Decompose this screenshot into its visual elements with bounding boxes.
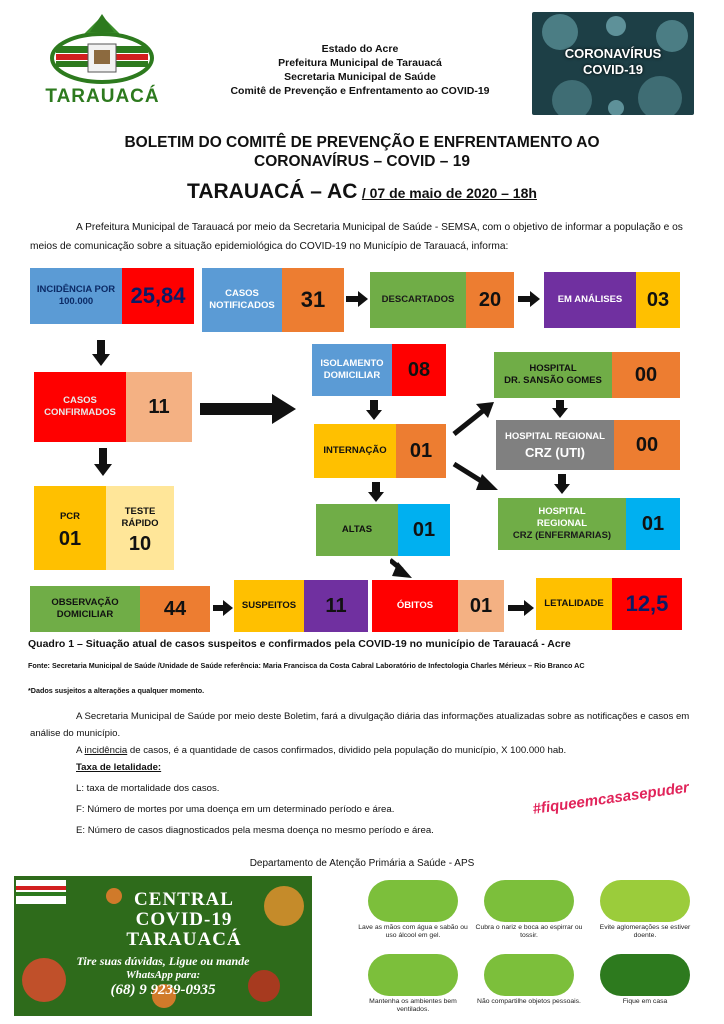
prevention-text: Não compartilhe objetos pessoais. [477, 998, 581, 1005]
notificados-value: 31 [300, 287, 326, 312]
data-disclaimer: *Dados susjeitos a alterações a qualquer momento. [28, 686, 205, 695]
figure-caption: Quadro 1 – Situação atual de casos suspeitos e confirmados pela COVID-19 no município de Tarauacá - Acre [28, 638, 571, 650]
hashtag: #fiqueemcasasepuder [531, 779, 690, 818]
teste-label: TESTE RÁPIDO [121, 506, 159, 529]
arrow-up-right-icon [452, 402, 494, 436]
arrow-down-right-icon [452, 462, 498, 492]
prevention-panel [358, 880, 708, 1020]
uti-label-box [496, 420, 614, 470]
uti-value-box [614, 420, 680, 470]
header-line: Prefeitura Municipal de Tarauacá [278, 57, 442, 69]
body-paragraph-1: A Secretaria Municipal de Saúde por meio deste Boletim, fará a divulgação diária das informações atualizadas sobre as notificações e casos em análise do município. [30, 711, 690, 739]
logo-text: TARAUACÁ [45, 86, 160, 107]
banner-line1: CORONAVÍRUS [564, 46, 662, 61]
observacao-value-box [140, 586, 210, 632]
p2-prefix: A [76, 745, 85, 756]
prevention-text: Mantenha os ambientes bem ventilados. [369, 998, 457, 1013]
confirmados-value-box [126, 372, 192, 442]
internacao-label: INTERNAÇÃO [323, 445, 387, 456]
teste-box [106, 486, 174, 570]
pcr-value: 01 [58, 528, 82, 550]
confirmados-label-box [34, 372, 126, 442]
notificados-label-box [202, 268, 282, 332]
isolamento-value-box [392, 344, 446, 396]
def-l: L: taxa de mortalidade dos casos. [76, 783, 220, 794]
prefeitura-logo [30, 12, 175, 110]
sansao-label2: DR. SANSÃO GOMES [504, 375, 602, 386]
header-institution [190, 42, 530, 98]
enf-label3: CRZ (ENFERMARIAS) [512, 530, 612, 541]
letalidade-label-box [536, 578, 612, 630]
central-phone: (68) 9 9239-0935 [110, 982, 216, 998]
obitos-label-box [372, 580, 458, 632]
suspeitos-value: 11 [325, 595, 347, 617]
arrow-down-right-icon [390, 558, 412, 578]
prevention-item [474, 880, 584, 940]
sansao-value: 00 [634, 364, 658, 386]
crowd-icon [600, 880, 690, 922]
obitos-value-box [458, 580, 504, 632]
isolamento-label-box [312, 344, 392, 396]
internacao-value: 01 [409, 440, 433, 462]
arrow-down-icon [368, 482, 384, 502]
observacao-label-box [30, 586, 140, 632]
p2-suffix: de casos, é a quantidade de casos confirmados, dividido pela população do município, X 100.000 hab. [127, 745, 567, 756]
def-e: E: Número de casos diagnosticados pela mesma doença no mesmo período e área. [76, 825, 434, 836]
prevention-text: Lave as mãos com água e sabão ou uso álcool em gel. [358, 924, 468, 939]
obitos-value: 01 [469, 595, 493, 617]
arrow-down-icon [94, 448, 112, 476]
sansao-label1: HOSPITAL [529, 363, 577, 374]
location: TARAUACÁ – AC [187, 180, 358, 203]
coronavirus-banner [532, 12, 694, 115]
uti-label2: CRZ (UTI) [525, 445, 585, 460]
body-text [30, 708, 694, 839]
suspeitos-label-box [234, 580, 304, 632]
prevention-item [358, 880, 468, 940]
prevention-item [590, 880, 700, 940]
cough-icon [484, 880, 574, 922]
confirmados-value: 11 [148, 396, 170, 418]
taxa-title: Taxa de letalidade: [76, 762, 162, 773]
notificados-value-box [282, 268, 344, 332]
bulletin-title [40, 133, 684, 171]
intro-paragraph: A Prefeitura Municipal de Tarauacá por meio da Secretaria Municipal de Saúde - SEMSA, com o objetivo de informar a população e os meios de comunicação sobre a situação epidemiológica do COVID-19 no Município de Tarauacá, informa: [30, 222, 683, 252]
title-line2: CORONAVÍRUS – COVID – 19 [254, 153, 470, 170]
arrow-down-icon [92, 340, 110, 366]
internacao-value-box [396, 424, 446, 478]
altas-label-box [316, 504, 398, 556]
incidencia-value-box [122, 268, 194, 324]
suspeitos-value-box [304, 580, 368, 632]
central-line1: CENTRAL [134, 889, 234, 910]
arrow-down-icon [554, 474, 570, 494]
descartados-label: DESCARTADOS [381, 294, 455, 305]
body-paragraph-2 [30, 742, 694, 759]
observacao-value: 44 [163, 598, 187, 620]
department-label: Departamento de Atenção Primária a Saúde - APS [249, 858, 475, 869]
incidencia-value: 25,84 [130, 283, 186, 308]
prevention-item [590, 954, 700, 1006]
arrow-right-icon [346, 291, 368, 307]
uti-label1: HOSPITAL REGIONAL [505, 431, 605, 442]
window-icon [368, 954, 458, 996]
bulletin-date: / 07 de maio de 2020 – 18h [361, 185, 537, 201]
confirmados-label: CASOS CONFIRMADOS [44, 395, 116, 418]
observacao-label: OBSERVAÇÃO DOMICILIAR [51, 597, 119, 620]
central-covid-banner [14, 876, 312, 1016]
enf-value: 01 [641, 513, 665, 535]
internacao-label-box [314, 424, 396, 478]
source-note: Fonte: Secretaria Municipal de Saúde /Unidade de Saúde referência: Maria Francisca da Costa Cabral Laboratório de Infectologia Charles Mérieux – Rio Branco AC [28, 661, 585, 670]
altas-value: 01 [412, 519, 436, 541]
uti-value: 00 [635, 434, 659, 456]
prevention-item [358, 954, 468, 1014]
handwash-icon [368, 880, 458, 922]
letalidade-value: 12,5 [625, 591, 669, 616]
teste-value: 10 [128, 533, 152, 555]
analises-label-box [544, 272, 636, 328]
pcr-box [34, 486, 106, 570]
bulletin-subtitle [40, 180, 684, 204]
def-f: F: Número de mortes por uma doença em um determinado período e área. [76, 804, 395, 815]
suspeitos-label: SUSPEITOS [241, 600, 297, 611]
title-line1: BOLETIM DO COMITÊ DE PREVENÇÃO E ENFRENTAMENTO AO [124, 134, 600, 151]
central-line4: Tire suas dúvidas, Ligue ou mande [76, 954, 250, 968]
enf-value-box [626, 498, 680, 550]
descartados-value: 20 [478, 289, 502, 311]
altas-value-box [398, 504, 450, 556]
analises-label: EM ANÁLISES [557, 294, 623, 305]
incidencia-label-box [30, 268, 122, 324]
central-line5: WhatsApp para: [125, 969, 201, 981]
p2-term: incidência [84, 745, 128, 756]
header-line: Secretaria Municipal de Saúde [284, 71, 436, 83]
header-line: Estado do Acre [321, 43, 399, 55]
descartados-value-box [466, 272, 514, 328]
arrow-right-icon [213, 600, 233, 616]
prevention-text: Evite aglomerações se estiver doente. [599, 924, 691, 939]
incidencia-label: INCIDÊNCIA POR 100.000 [36, 284, 116, 307]
enf-label1: HOSPITAL [538, 506, 586, 517]
enf-label2: REGIONAL [536, 518, 588, 529]
header-line: Comitê de Prevenção e Enfrentamento ao COVID-19 [230, 85, 490, 97]
arrow-right-icon [508, 600, 534, 616]
central-line3: TARAUACÁ [126, 929, 242, 950]
prevention-text: Fique em casa [622, 998, 668, 1005]
arrow-right-icon [518, 291, 540, 307]
sansao-value-box [612, 352, 680, 398]
prevention-text: Cubra o nariz e boca ao espirrar ou tossir. [475, 924, 583, 939]
analises-value-box [636, 272, 680, 328]
letalidade-value-box [612, 578, 682, 630]
central-line2: COVID-19 [135, 909, 233, 930]
house-icon [600, 954, 690, 996]
obitos-label: ÓBITOS [396, 600, 434, 611]
isolamento-value: 08 [407, 359, 431, 381]
notificados-label: CASOS NOTIFICADOS [209, 288, 275, 311]
banner-line2: COVID-19 [583, 62, 643, 77]
utensils-icon [484, 954, 574, 996]
isolamento-label: ISOLAMENTO DOMICILIAR [320, 358, 384, 381]
prevention-item [474, 954, 584, 1006]
altas-label: ALTAS [341, 524, 373, 535]
arrow-down-icon [366, 400, 382, 420]
pcr-label: PCR [59, 511, 81, 522]
enf-label-box [498, 498, 626, 550]
letalidade-label: LETALIDADE [544, 598, 604, 609]
analises-value: 03 [646, 289, 670, 311]
arrow-down-icon [552, 400, 568, 418]
descartados-label-box [370, 272, 466, 328]
arrow-right-icon [200, 394, 296, 424]
sansao-label-box [494, 352, 612, 398]
